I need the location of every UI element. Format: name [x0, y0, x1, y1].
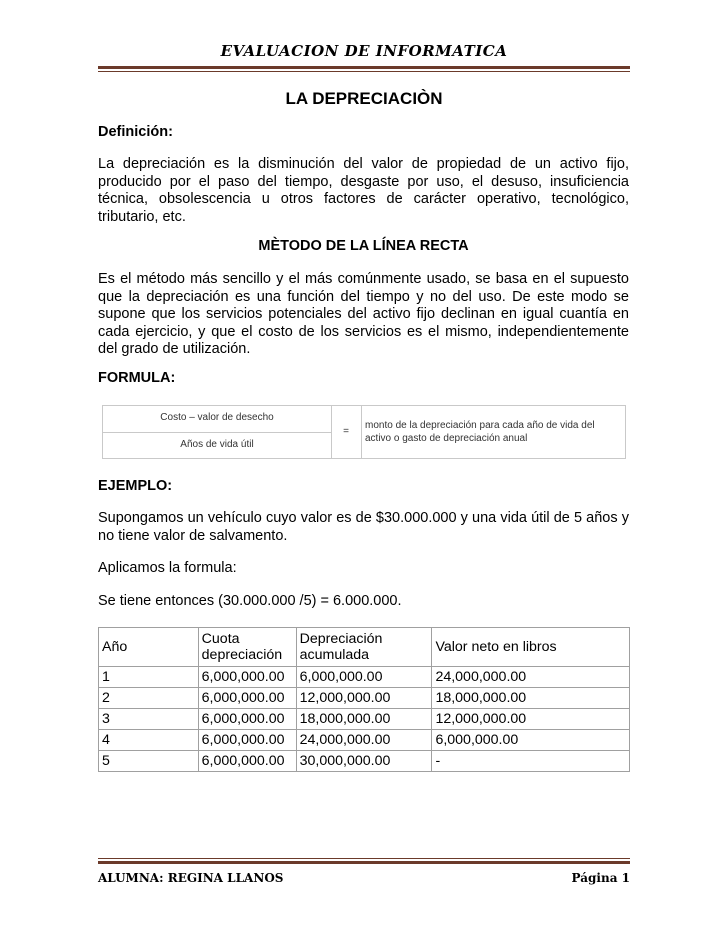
table-header-cell: Depreciación acumulada [296, 628, 432, 667]
table-row [99, 751, 630, 772]
table-cell: 18,000,000.00 [296, 709, 432, 730]
footer-rule-thin [98, 858, 630, 859]
formula-numerator: Costo – valor de desecho [103, 406, 331, 433]
table-cell: 18,000,000.00 [432, 688, 630, 709]
table-row [99, 688, 630, 709]
table-row [99, 730, 630, 751]
table-cell: 6,000,000.00 [198, 688, 296, 709]
example-text: Supongamos un vehículo cuyo valor es de $30.000.000 y una vida útil de 5 años y no tiene valor de salvamento. [98, 510, 629, 544]
apply-text: Aplicamos la formula: [98, 560, 237, 576]
footer-student: ALUMNA: REGINA LLANOS [98, 871, 284, 885]
header-title: EVALUACION DE INFORMATICA [220, 42, 508, 60]
result-text: Se tiene entonces (30.000.000 /5) = 6.000.000. [98, 593, 402, 609]
table-cell: 24,000,000.00 [296, 730, 432, 751]
formula-fraction [103, 406, 332, 458]
page-number: Página 1 [571, 871, 630, 885]
table-cell: 6,000,000.00 [198, 751, 296, 772]
table-cell: 5 [99, 751, 199, 772]
table-header-cell: Cuota depreciación [198, 628, 296, 667]
table-cell: 24,000,000.00 [432, 667, 630, 688]
table-cell: 6,000,000.00 [198, 667, 296, 688]
table-cell: 6,000,000.00 [432, 730, 630, 751]
page-title: LA DEPRECIACIÒN [285, 89, 443, 108]
method-text: Es el método más sencillo y el más comúnmente usado, se basa en el supuesto que la depreciación es una función del tiempo y no del uso. De este modo se supone que los servicios potenciales del activo fijo declinan en igual cuantía en cada ejercicio, y que el costo de los servicios es el mismo, independientemente del grado de utilización. [98, 271, 629, 358]
footer [98, 871, 630, 885]
footer-rule [98, 861, 630, 864]
formula-denominator: Años de vida útil [180, 439, 254, 450]
table-header-row [99, 628, 630, 667]
table-cell: 6,000,000.00 [198, 730, 296, 751]
definition-label: Definición: [98, 124, 173, 140]
table-cell: 6,000,000.00 [198, 709, 296, 730]
table-header-cell: Año [99, 628, 199, 667]
definition-text: La depreciación es la disminución del valor de propiedad de un activo fijo, producido por el paso del tiempo, desgaste por uso, el desuso, insuficiencia técnica, obsolescencia u otros factores de carácter operativo, tecnológico, tributario, etc. [98, 156, 629, 225]
formula-label: FORMULA: [98, 370, 176, 386]
table-cell: 12,000,000.00 [296, 688, 432, 709]
header-rule [98, 66, 630, 69]
table-row [99, 709, 630, 730]
table-cell: - [432, 751, 630, 772]
example-label: EJEMPLO: [98, 478, 173, 494]
table-cell: 3 [99, 709, 199, 730]
formula-result: monto de la depreciación para cada año de vida del activo o gasto de depreciación anual [365, 420, 595, 444]
header-rule-thin [98, 71, 630, 72]
table-header-cell: Valor neto en libros [432, 628, 630, 667]
table-cell: 4 [99, 730, 199, 751]
table-cell: 12,000,000.00 [432, 709, 630, 730]
table-cell: 2 [99, 688, 199, 709]
formula-image [102, 405, 626, 459]
table-cell: 1 [99, 667, 199, 688]
table-cell: 6,000,000.00 [296, 667, 432, 688]
table-row [99, 667, 630, 688]
table-cell: 30,000,000.00 [296, 751, 432, 772]
formula-equals: = [331, 406, 362, 458]
method-title: MÈTODO DE LA LÍNEA RECTA [258, 238, 469, 254]
depreciation-table [98, 627, 630, 772]
